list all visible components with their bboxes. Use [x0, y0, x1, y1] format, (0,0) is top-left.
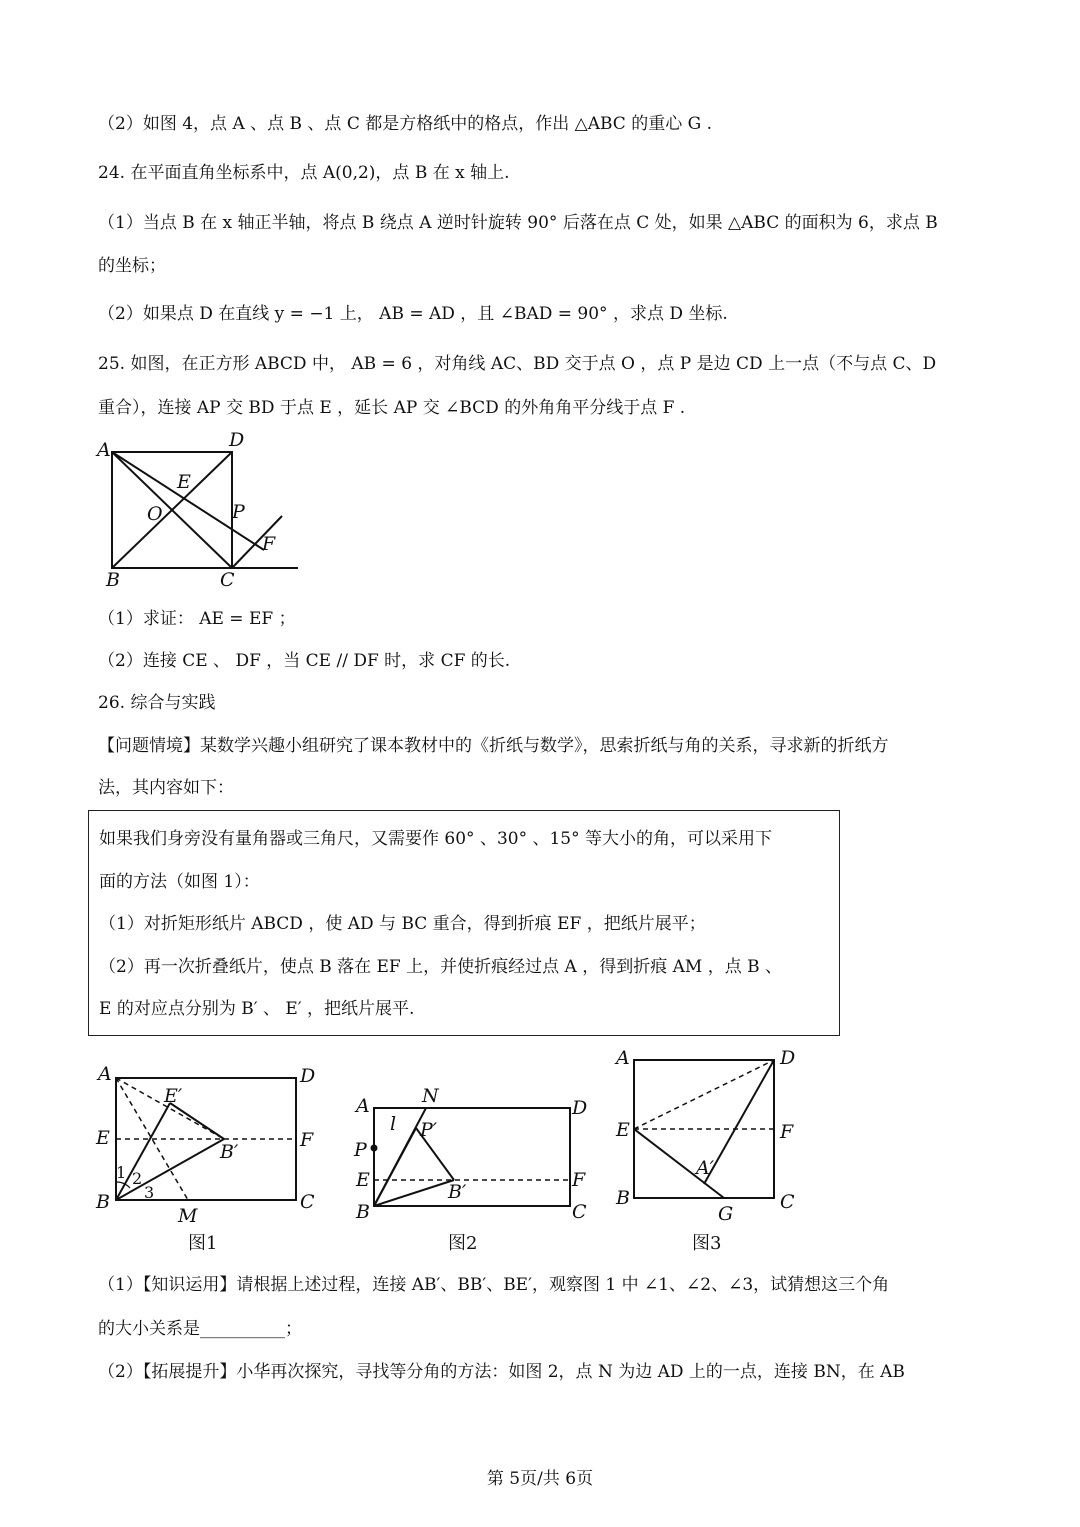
fig2-label-n: N — [422, 1085, 439, 1107]
figure-1-caption: 图1 — [188, 1233, 218, 1254]
q25-stem: 25. 如图，在正方形 ABCD 中， AB = 6 ，对角线 AC、BD 交于点 O ，点 P 是边 CD 上一点（不与点 C、D — [98, 354, 937, 374]
fig2-label-b-prime: B′ — [448, 1181, 467, 1203]
q25-stem-cont: 重合），连接 AP 交 BD 于点 E ，延长 AP 交 ∠BCD 的外角角平分线于点 F . — [98, 398, 686, 418]
fig1-angle-3: 3 — [144, 1183, 155, 1202]
fig2-label-c: C — [572, 1201, 587, 1223]
fig3-ed — [634, 1060, 774, 1129]
q26-part1-cont: 的大小关系是__________； — [98, 1319, 302, 1339]
fig2-label-p-prime: P′ — [420, 1119, 438, 1141]
label-e: E — [177, 471, 191, 493]
method-box — [88, 810, 840, 1036]
fig1-label-d: D — [300, 1065, 316, 1087]
q25-part2: （2）连接 CE 、 DF ，当 CE // DF 时，求 CF 的长. — [98, 651, 511, 671]
q24-part1-cont: 的坐标； — [98, 256, 166, 276]
q24-part1: （1）当点 B 在 x 轴正半轴，将点 B 绕点 A 逆时针旋转 90° 后落在点 C 处，如果 △ABC 的面积为 6，求点 B — [98, 213, 938, 233]
fig1-label-b: B — [96, 1191, 110, 1213]
fig2-label-f: F — [572, 1169, 586, 1191]
fig2-label-d: D — [572, 1097, 588, 1119]
label-o: O — [147, 503, 163, 525]
box-line-5: E 的对应点分别为 B′ 、 E′ ，把纸片展平. — [99, 999, 415, 1019]
fig1-label-e: E — [96, 1127, 110, 1149]
q23-part2: （2）如图 4，点 A 、点 B 、点 C 都是方格纸中的格点，作出 △ABC 的重心 G . — [98, 114, 712, 134]
fig1-label-e-prime: E′ — [164, 1085, 183, 1107]
fig2-label-e: E — [356, 1169, 370, 1191]
q24-stem: 24. 在平面直角坐标系中，点 A(0,2)，点 B 在 x 轴上. — [98, 163, 510, 183]
box-line-4: （2）再一次折叠纸片，使点 B 落在 EF 上，并使折痕经过点 A ，得到折痕 AM ，点 B 、 — [99, 957, 783, 977]
fig2-label-b: B — [356, 1201, 370, 1223]
fig1-label-a: A — [98, 1063, 112, 1085]
fig1-angle-2: 2 — [132, 1169, 143, 1188]
page-footer: 第 5页/共 6页 — [486, 1469, 594, 1489]
fig1-label-f: F — [300, 1129, 314, 1151]
fig3-da1 — [704, 1060, 774, 1184]
q25-figure — [92, 428, 312, 602]
label-b: B — [106, 569, 120, 591]
fig3-label-d: D — [780, 1047, 796, 1069]
figure-3-caption: 图3 — [692, 1233, 722, 1254]
fig3-label-b: B — [616, 1187, 630, 1209]
fig3-label-a-prime: A′ — [696, 1157, 715, 1179]
q26-title: 26. 综合与实践 — [98, 693, 216, 713]
q26-part1: （1）【知识运用】请根据上述过程，连接 AB′、BB′、BE′，观察图 1 中 ∠1、∠2、∠3，试猜想这三个角 — [98, 1275, 890, 1295]
fig2-point-p — [371, 1145, 378, 1152]
box-line-3: （1）对折矩形纸片 ABCD ，使 AD 与 BC 重合，得到折痕 EF ，把纸片展平； — [99, 914, 706, 934]
figure-1 — [94, 1060, 334, 1234]
fig3-label-c: C — [780, 1191, 795, 1213]
box-line-1: 如果我们身旁没有量角器或三角尺，又需要作 60° 、30° 、15° 等大小的角，可以采用下 — [99, 829, 773, 849]
figure-2-caption: 图2 — [448, 1233, 478, 1254]
q26-part2: （2）【拓展提升】小华再次探究，寻找等分角的方法：如图 2，点 N 为边 AD 上的一点，连接 BN，在 AB — [98, 1362, 905, 1382]
q26-context: 【问题情境】某数学兴趣小组研究了课本教材中的《折纸与数学》，思索折纸与角的关系，寻求新的折纸方 — [98, 736, 889, 756]
label-f: F — [262, 533, 276, 555]
fig3-label-f: F — [780, 1121, 794, 1143]
label-p: P — [232, 501, 245, 523]
q26-context-cont: 法，其内容如下： — [98, 778, 234, 798]
fig2-label-p: P — [354, 1139, 367, 1161]
q24-part2: （2）如果点 D 在直线 y = −1 上， AB = AD ，且 ∠BAD = 90° ，求点 D 坐标. — [98, 304, 728, 324]
fig3-label-a: A — [616, 1047, 630, 1069]
fig1-e1b1 — [170, 1103, 224, 1139]
fig3-label-e: E — [616, 1119, 630, 1141]
label-c: C — [220, 569, 235, 591]
fig2-label-l: l — [390, 1113, 397, 1135]
fig1-angle-1: 1 — [116, 1163, 127, 1182]
fig3-label-g: G — [718, 1203, 734, 1225]
figure-2 — [350, 1082, 600, 1236]
fig1-label-m: M — [178, 1205, 198, 1227]
label-d: D — [229, 429, 245, 451]
box-line-2: 面的方法（如图 1）： — [99, 872, 260, 892]
fig1-label-b-prime: B′ — [220, 1141, 239, 1163]
label-a: A — [97, 439, 111, 461]
fig2-label-a: A — [356, 1095, 370, 1117]
q25-part1: （1）求证： AE = EF ； — [98, 609, 296, 629]
fig1-label-c: C — [300, 1191, 315, 1213]
fig2-rectangle — [374, 1108, 570, 1206]
figure-3 — [610, 1042, 810, 1236]
